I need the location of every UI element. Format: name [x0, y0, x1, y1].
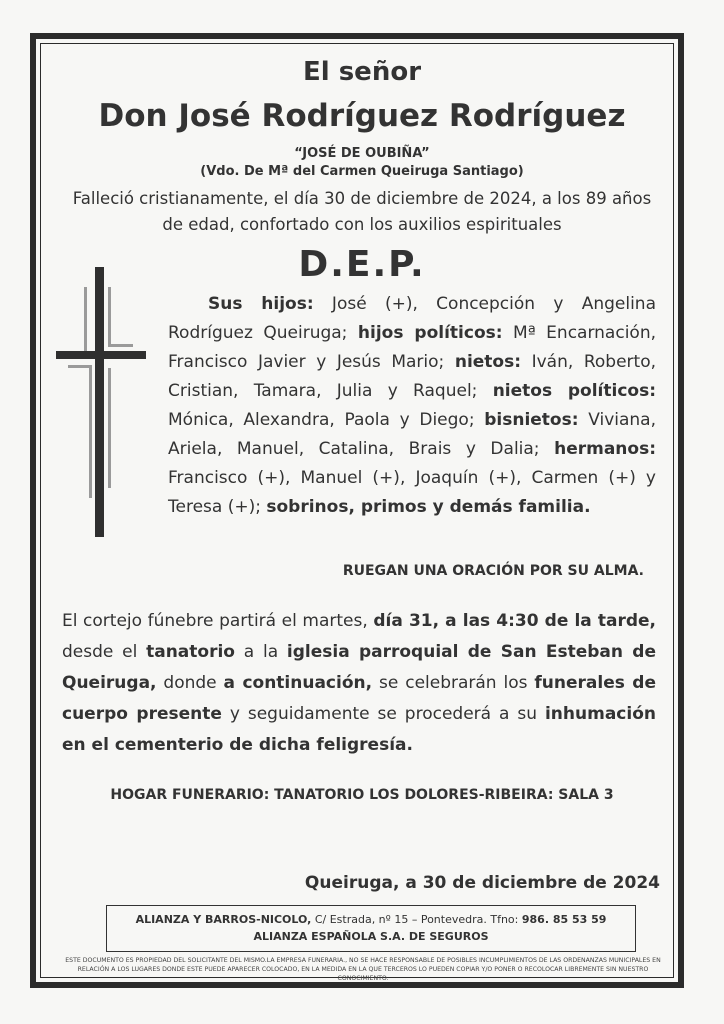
family-run: José (+), Concepción y Angelina Rodríguez Queiruga; [168, 294, 656, 343]
family-run: bisnietos: [484, 410, 579, 430]
place-date: Queiruga, a 30 de diciembre de 2024 [304, 873, 660, 893]
dep-heading: D.E.P. [298, 244, 426, 285]
company-line [107, 911, 635, 928]
family-run: sobrinos, primos y demás familia. [266, 497, 591, 517]
family-list [168, 290, 656, 522]
prayer-request: RUEGAN UNA ORACIÓN POR SU ALMA. [342, 563, 644, 579]
insurer-name: ALIANZA ESPAÑOLA S.A. DE SEGUROS [253, 930, 489, 943]
funeral-home: HOGAR FUNERARIO: TANATORIO LOS DOLORES-RIBEIRA: SALA 3 [110, 787, 614, 803]
cortejo-run: a la [234, 642, 287, 662]
insurer-line [107, 928, 635, 945]
family-run: hermanos: [554, 439, 656, 459]
cortejo-run: funerales de cuerpo presente [62, 673, 656, 724]
deceased-name: Don José Rodríguez Rodríguez [98, 98, 626, 134]
cortejo-run: se celebrarán los [372, 673, 535, 693]
nickname: “JOSÉ DE OUBIÑA” [294, 146, 430, 161]
cortejo-run: El cortejo fúnebre partirá el martes, [62, 611, 374, 631]
cross-icon [52, 262, 152, 542]
title-honorific: El señor [302, 57, 422, 87]
disclaimer: ESTE DOCUMENTO ES PROPIEDAD DEL SOLICITANTE DEL MISMO.LA EMPRESA FUNERARIA., NO SE HACE RESPONSABLE DE POSIBLES INCUMPLIMIENTOS DE LAS ORDENANZAS MUNICIPALES EN RELACIÓN A LOS LUGARES DONDE ESTE PUEDE APARECER COLOCADO, EN LA MEDIDA EN LA QUE TERCEROS LO PUEDEN COPIAR Y/O PONER O RECOLOCAR LIBREMENTE SIN NUESTRO CONOCIMIENTO. [65, 957, 661, 982]
family-run: nietos políticos: [492, 381, 657, 401]
death-notice: Falleció cristianamente, el día 30 de diciembre de 2024, a los 89 años de edad, confortado con los auxilios espirituales [72, 189, 652, 234]
family-run: nietos: [454, 352, 522, 372]
cortejo-run: tanatorio [146, 642, 235, 662]
company-address: C/ Estrada, nº 15 – Pontevedra. Tfno: [311, 913, 522, 926]
cortejo-run: día 31, a las 4:30 de la tarde, [373, 611, 656, 631]
cortejo-run: y seguidamente se procederá a su [221, 704, 545, 724]
cortejo-run: donde [156, 673, 224, 693]
widower-note: (Vdo. De Mª del Carmen Queiruga Santiago) [200, 164, 524, 179]
cortejo-run: desde el [62, 642, 147, 662]
family-run: Francisco (+), Manuel (+), Joaquín (+), Carmen (+) y Teresa (+); [168, 468, 656, 517]
family-run: hijos políticos: [357, 323, 503, 343]
family-run: Sus hijos: [208, 294, 314, 314]
company-name: ALIANZA Y BARROS-NICOLO, [135, 913, 312, 926]
cortege-details [62, 606, 656, 761]
cortejo-run: a continuación, [223, 673, 373, 693]
company-box [106, 905, 636, 952]
family-run: Mónica, Alexandra, Paola y Diego; [168, 410, 485, 430]
family-run: Iván, Roberto, Cristian, Tamara, Julia y Raquel; [168, 352, 656, 401]
family-run: Mª Encarnación, Francisco Javier y Jesús Mario; [168, 323, 656, 372]
family-run: Viviana, Ariela, Manuel, Catalina, Brais y Dalia; [168, 410, 656, 459]
cortejo-run: iglesia parroquial de San Esteban de Queiruga, [62, 642, 656, 693]
company-phone: 986. 85 53 59 [521, 913, 607, 926]
cortejo-run: inhumación en el cementerio de dicha feligresía. [62, 704, 656, 755]
